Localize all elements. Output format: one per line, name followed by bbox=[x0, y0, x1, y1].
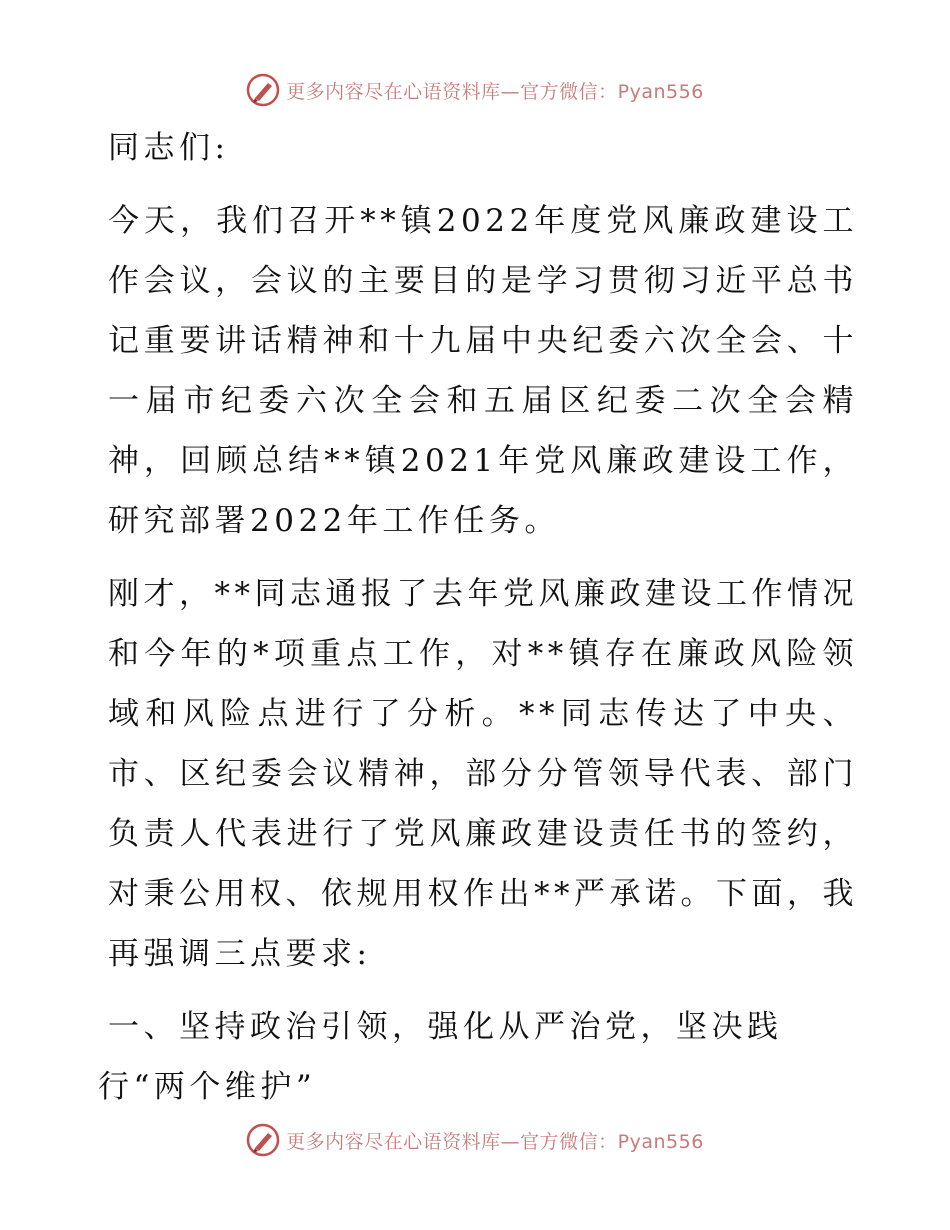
pen-logo-icon bbox=[246, 1123, 280, 1157]
document-body bbox=[98, 118, 858, 1117]
paragraph-review: 刚才，**同志通报了去年党风廉政建设工作情况和今年的*项重点工作，对**镇存在廉政风险领域和风险点进行了分析。**同志传达了中央、市、区纪委会议精神，部分分管领导代表、部门负责人代表进行了党风廉政建设责任书的签约，对秉公用权、依规用权作出**严承诺。下面，我再强调三点要求: bbox=[108, 576, 858, 972]
pen-logo-icon bbox=[246, 73, 280, 107]
section-heading-1 bbox=[98, 997, 858, 1117]
section-heading-line-1: 一、坚持政治引领，强化从严治党，坚决践 bbox=[108, 1009, 783, 1045]
paragraph-intro: 今天，我们召开**镇2022年度党风廉政建设工作会议，会议的主要目的是学习贯彻习近平总书记重要讲话精神和十九届中央纪委六次全会、十一届市纪委六次全会和五届区纪委二次全会精神，回顾总结**镇2021年党风廉政建设工作，研究部署2022年工作任务。 bbox=[108, 203, 858, 539]
watermark-banner-bottom bbox=[0, 1120, 950, 1160]
watermark-banner-top bbox=[0, 70, 950, 110]
watermark-text: 更多内容尽在心语资料库—官方微信：Pyan556 bbox=[286, 80, 704, 103]
section-heading-line-2: 行“两个维护” bbox=[98, 1069, 317, 1105]
greeting: 同志们: bbox=[108, 130, 230, 166]
watermark-text: 更多内容尽在心语资料库—官方微信：Pyan556 bbox=[286, 1130, 704, 1153]
